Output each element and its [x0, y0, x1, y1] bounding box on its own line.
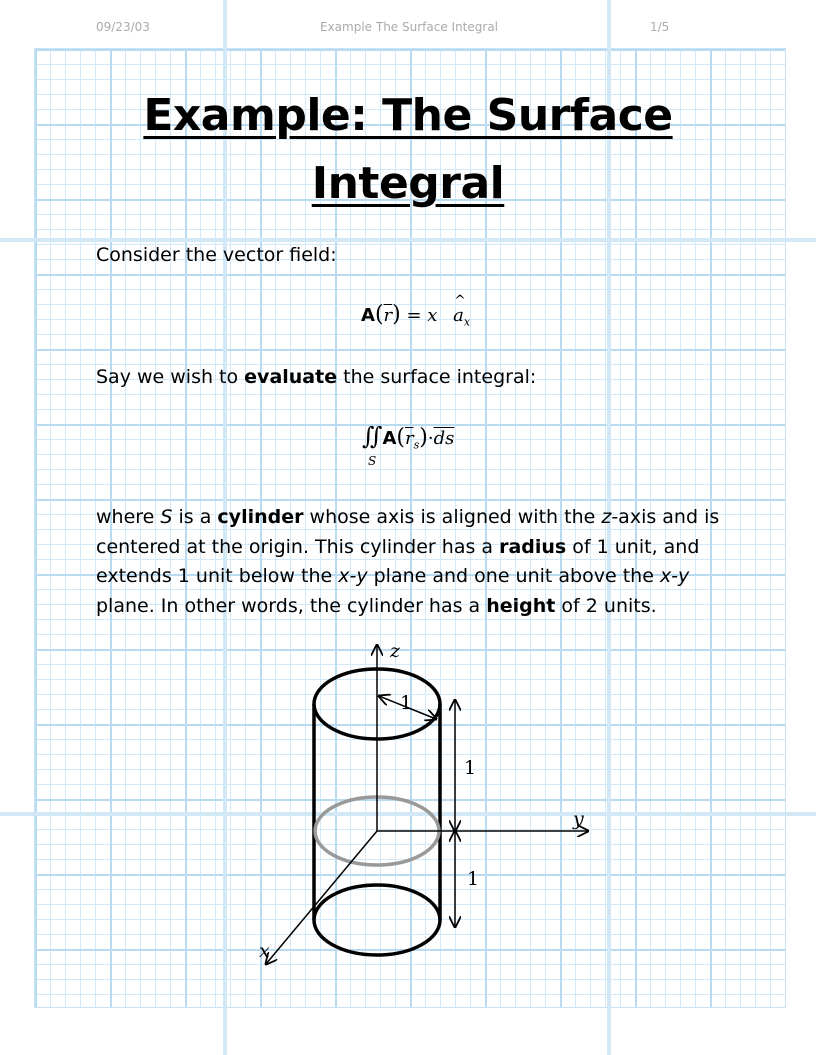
title-line-2: Integral — [311, 158, 505, 209]
integral-r: $\overline{r}$ — [404, 428, 414, 449]
desc-S: S — [160, 506, 173, 528]
upper-height-label: 1 — [464, 757, 477, 779]
header-date: 09/23/03 — [96, 20, 150, 34]
z-axis-label: z — [390, 640, 401, 662]
title-line-1: Example: The Surface — [143, 90, 673, 141]
integral-ds: $\overline{ds}$ — [433, 428, 455, 449]
desc-z: z — [601, 506, 612, 528]
header-page-number: 1/5 — [650, 20, 670, 34]
wish-bold: evaluate — [244, 366, 338, 388]
desc-radius: radius — [499, 535, 567, 558]
field-a-sub: x — [463, 315, 471, 329]
desc-line3b: plane and one unit above the — [367, 565, 660, 587]
desc-p1: where — [96, 506, 161, 528]
y-axis-label: y — [573, 808, 584, 830]
desc-line4a: plane. In other words, the cylinder has a — [96, 594, 487, 617]
x-axis-label: x — [259, 940, 270, 962]
integral-A: A — [382, 428, 397, 449]
desc-line4b: of 2 units. — [555, 594, 657, 617]
vector-field-equation: $A(\overline{r}) = x$ ^ $a_x$ — [361, 293, 471, 329]
desc-p4: -axis and is — [611, 506, 720, 528]
desc-p3: whose axis is aligned with the — [303, 506, 602, 528]
field-A: A — [361, 305, 375, 326]
intro-text: Consider the vector field: — [96, 244, 337, 266]
surface-integral-equation: $∬A(\overline{r}_s)\cdot\overline{ds}$ S — [362, 422, 455, 468]
x-axis — [266, 831, 377, 964]
field-r: $\overline{r}$ — [383, 305, 393, 326]
wish-pre: Say we wish to — [96, 366, 245, 388]
desc-xy2: x-y — [659, 565, 690, 587]
header-title: Example The Surface Integral — [320, 20, 499, 34]
wish-post: the surface integral: — [337, 366, 537, 388]
desc-line2b: of 1 unit, and — [566, 535, 700, 558]
desc-line2a: centered at the origin. This cylinder has a — [96, 535, 500, 558]
desc-p2: is a — [172, 506, 218, 528]
lower-height-label: 1 — [467, 868, 480, 890]
field-eq-rhs: = x — [406, 305, 438, 326]
desc-xy1: x-y — [338, 565, 368, 587]
desc-height: height — [486, 594, 556, 617]
integral-r-sub: s — [413, 438, 420, 452]
desc-line3a: extends 1 unit below the — [96, 565, 339, 587]
field-unit-vector: ^ $a_x$ — [453, 293, 471, 329]
double-integral-sign: ∬ — [362, 422, 383, 450]
cylinder-bottom-ellipse — [314, 885, 440, 955]
field-a: a — [453, 305, 464, 326]
desc-cylinder: cylinder — [217, 506, 304, 528]
radius-label: 1 — [400, 692, 413, 714]
integral-subscript: S — [368, 454, 377, 468]
